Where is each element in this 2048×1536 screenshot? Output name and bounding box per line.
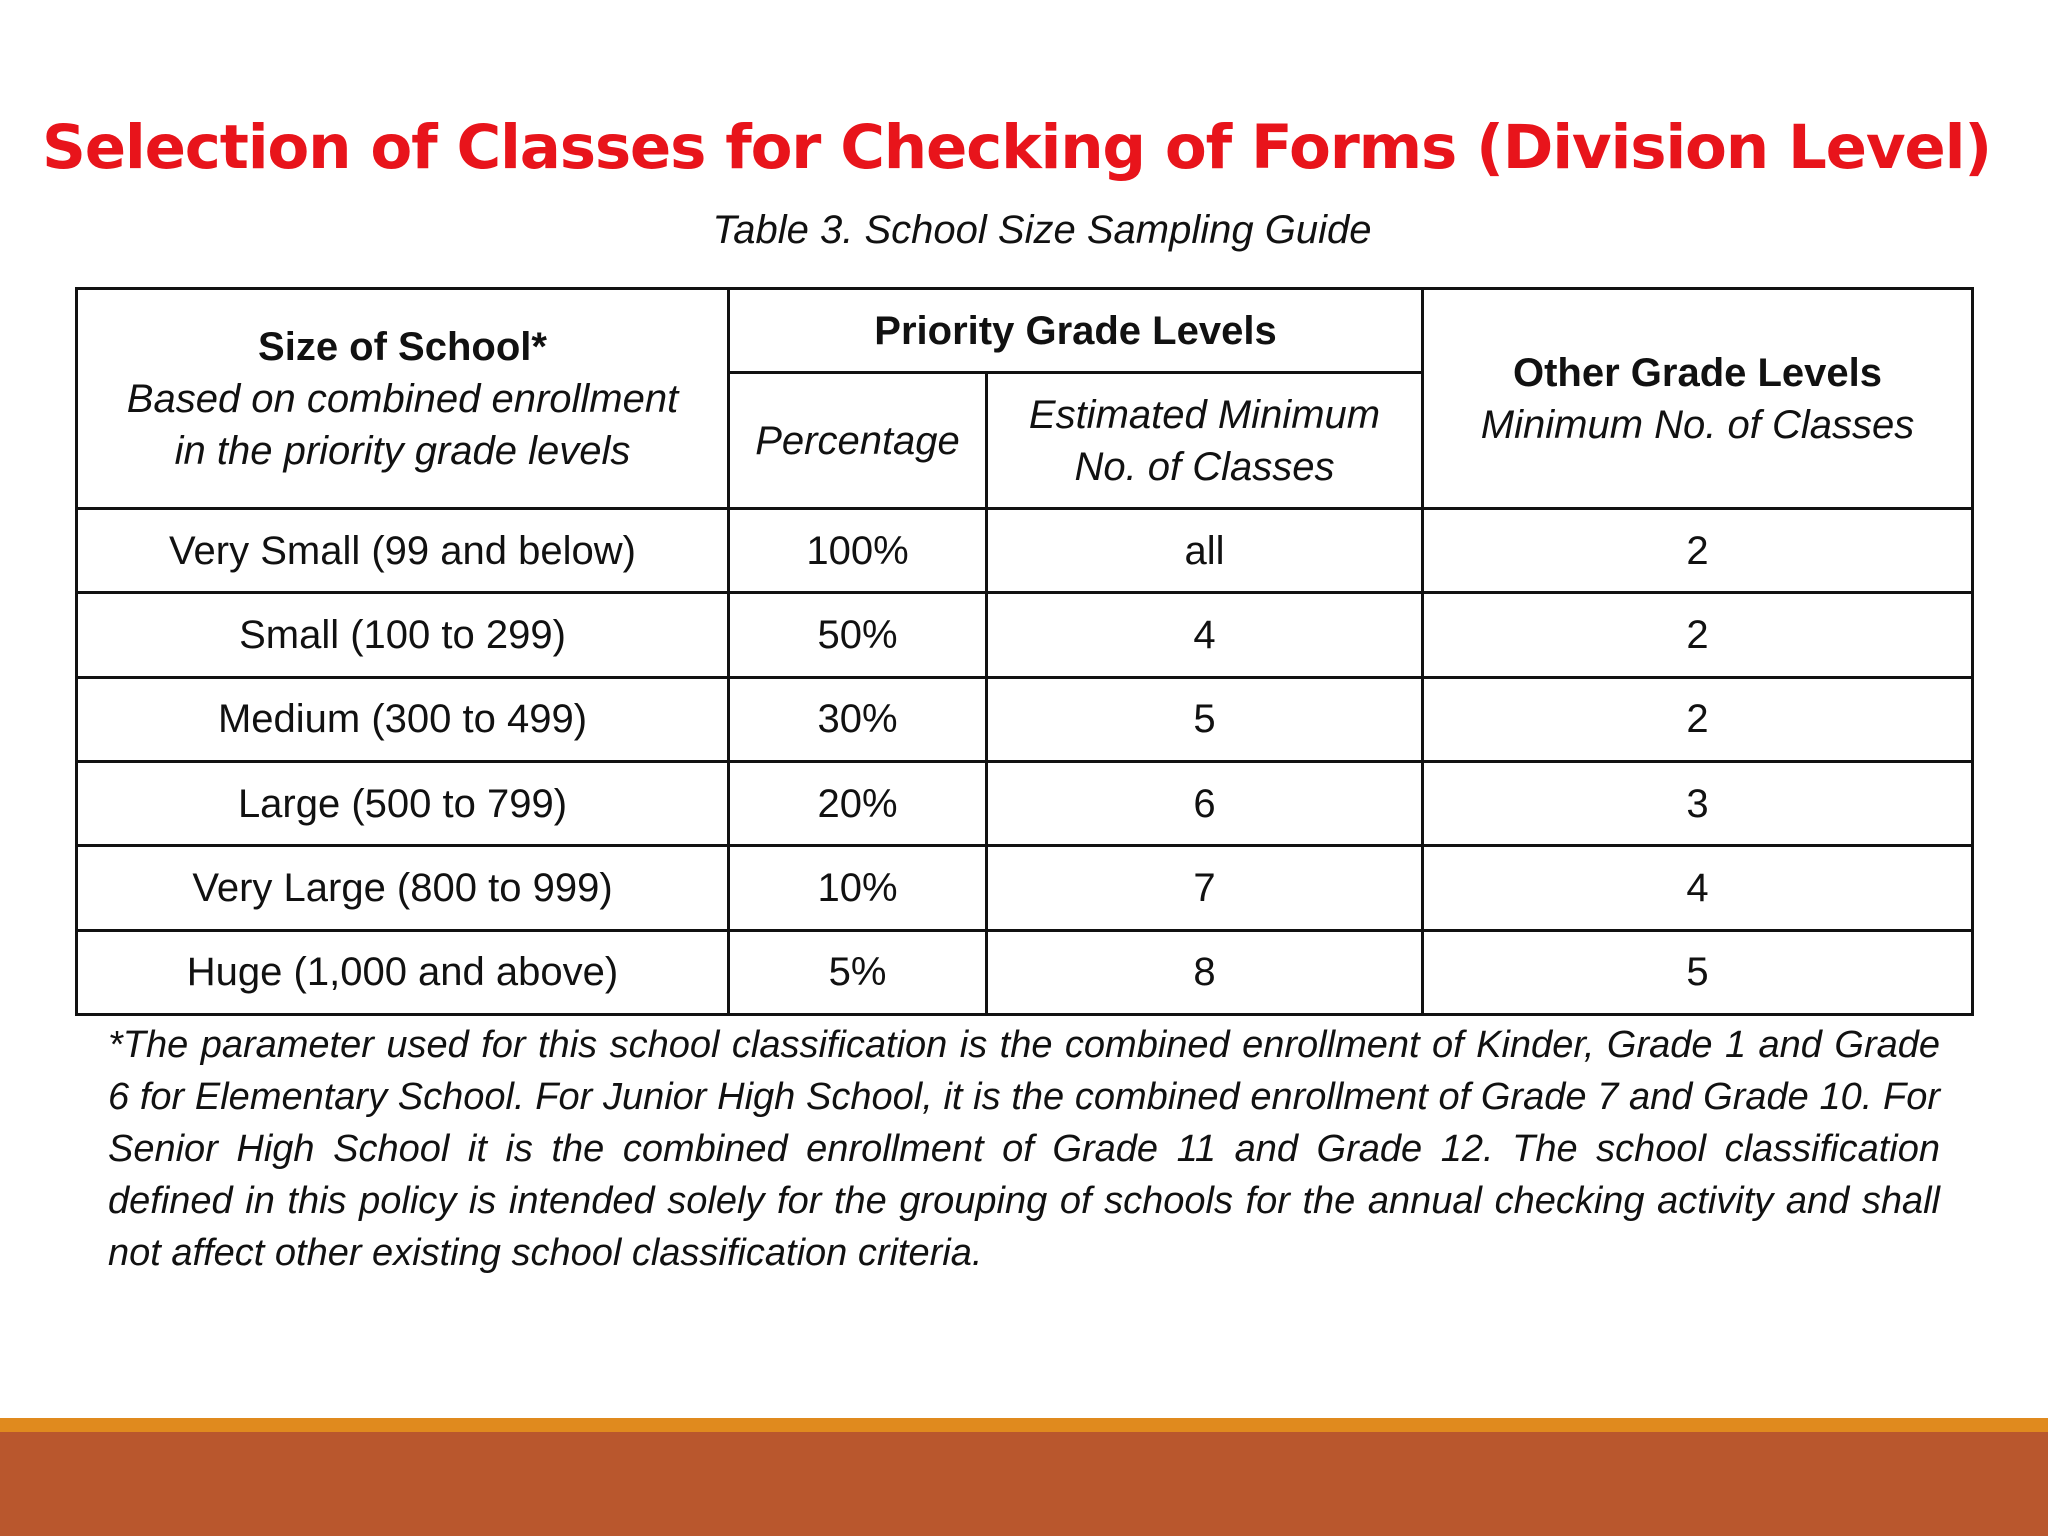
table-footnote: *The parameter used for this school classification is the combined enrollment of Kinder, Grade 1 and Grade 6 for Elementary School. For Junior High School, it is the combined enrollment of Grade 7 and Grade 10. For Senior High School it is the combined enrollment of Grade 11 and Grade 12. The school classification defined in this policy is intended solely for the grouping of schools for the annual checking activity and shall not affect other existing school classification criteria. (108, 1024, 1940, 1274)
cell-other-minimum: 2 (1423, 677, 1973, 761)
table-row (77, 593, 1973, 677)
cell-other-minimum: 5 (1423, 930, 1973, 1014)
cell-size: Medium (300 to 499) (77, 677, 729, 761)
header-size-of-school (77, 289, 729, 509)
footer-accent-line (0, 1418, 2048, 1432)
sampling-guide-table (75, 287, 1974, 1016)
cell-percentage: 20% (729, 761, 987, 845)
footer-bar (0, 1432, 2048, 1536)
cell-percentage: 5% (729, 930, 987, 1014)
header-priority-grade-levels (729, 289, 1423, 373)
cell-other-minimum: 2 (1423, 593, 1973, 677)
header-est-min-line-2: No. of Classes (1074, 444, 1335, 489)
cell-estimated-minimum: 6 (987, 761, 1423, 845)
cell-percentage: 30% (729, 677, 987, 761)
table-row (77, 761, 1973, 845)
cell-percentage: 50% (729, 593, 987, 677)
cell-size: Small (100 to 299) (77, 593, 729, 677)
cell-estimated-minimum: 5 (987, 677, 1423, 761)
table-row (77, 509, 1973, 593)
cell-percentage: 100% (729, 509, 987, 593)
header-est-min-line-1: Estimated Minimum (1028, 392, 1381, 437)
header-size-subtitle-1: Based on combined enrollment (126, 376, 679, 421)
cell-other-minimum: 2 (1423, 509, 1973, 593)
cell-size: Huge (1,000 and above) (77, 930, 729, 1014)
cell-estimated-minimum: all (987, 509, 1423, 593)
table-row (77, 677, 1973, 761)
cell-size: Very Large (800 to 999) (77, 846, 729, 930)
cell-other-minimum: 4 (1423, 846, 1973, 930)
cell-size: Very Small (99 and below) (77, 509, 729, 593)
cell-estimated-minimum: 7 (987, 846, 1423, 930)
cell-other-minimum: 3 (1423, 761, 1973, 845)
header-priority-title: Priority Grade Levels (874, 308, 1277, 353)
header-size-title: Size of School* (258, 324, 547, 369)
table-caption: Table 3. School Size Sampling Guide (712, 208, 1372, 252)
cell-estimated-minimum: 8 (987, 930, 1423, 1014)
header-other-subtitle: Minimum No. of Classes (1480, 402, 1915, 447)
cell-percentage: 10% (729, 846, 987, 930)
header-estimated-minimum (987, 373, 1423, 509)
header-size-subtitle-2: in the priority grade levels (174, 428, 631, 473)
header-other-title: Other Grade Levels (1512, 350, 1883, 395)
table-row (77, 930, 1973, 1014)
header-percentage-label: Percentage (755, 418, 960, 463)
header-percentage (729, 373, 987, 509)
slide-title: Selection of Classes for Checking of Forms (Division Level) (42, 112, 1991, 183)
cell-estimated-minimum: 4 (987, 593, 1423, 677)
header-other-grade-levels (1423, 289, 1973, 509)
table-row (77, 846, 1973, 930)
cell-size: Large (500 to 799) (77, 761, 729, 845)
